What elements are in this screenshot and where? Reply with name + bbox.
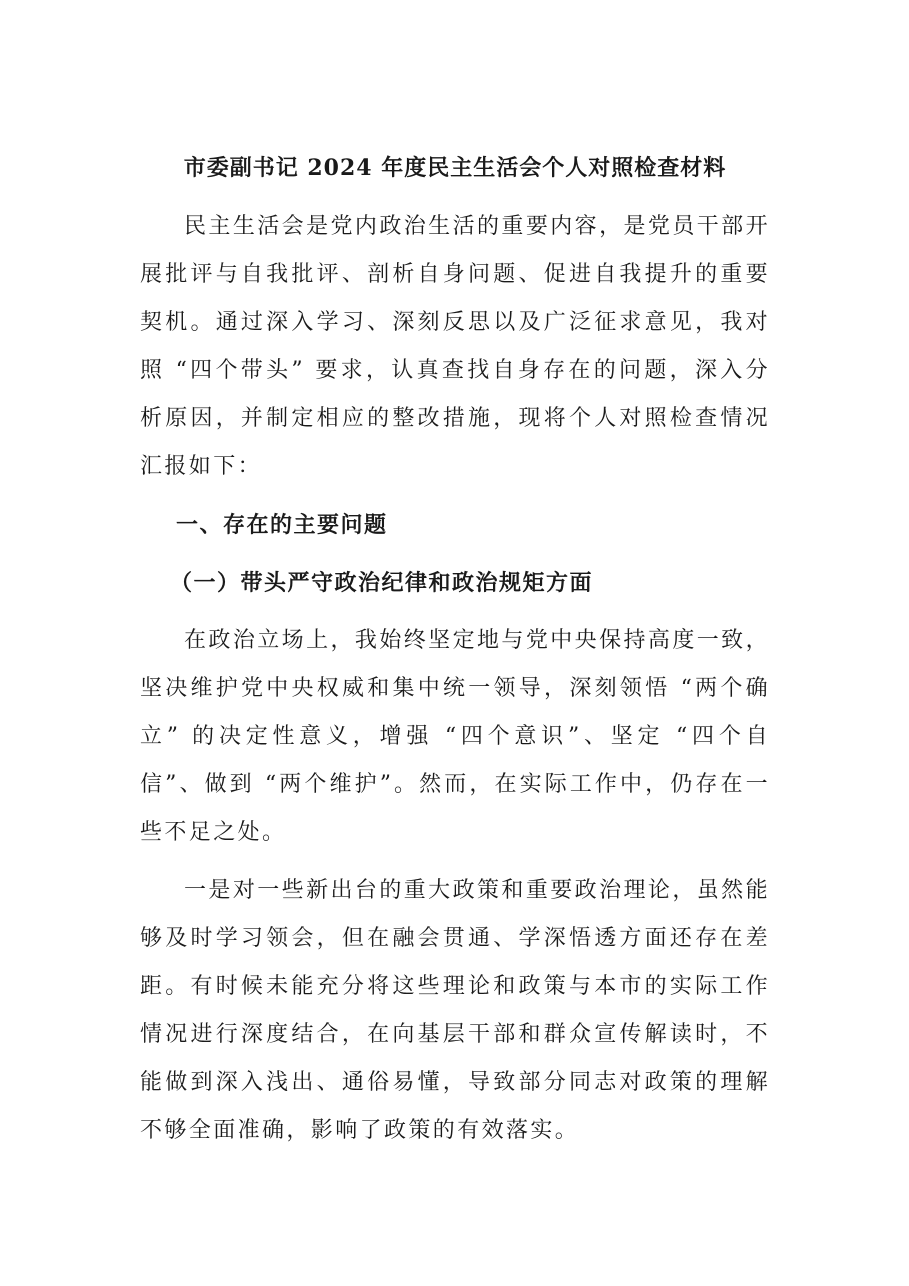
subsection-heading-political-discipline: （一）带头严守政治纪律和政治规矩方面 — [170, 570, 594, 596]
body-paragraph-political-stance: 在政治立场上，我始终坚定地与党中央保持高度一致，坚决维护党中央权威和集中统一领导，深刻领悟 “两个确立” 的决定性意义，增强 “四个意识”、坚定 “四个自信”、做到 “两个维护”。然而，在实际工作中，仍存在一些不足之处。 — [140, 628, 770, 845]
section-heading-main-problems: 一、存在的主要问题 — [176, 512, 388, 538]
body-paragraph-first-issue: 一是对一些新出台的重大政策和重要政治理论，虽然能够及时学习领会，但在融会贯通、学深悟透方面还存在差距。有时候未能充分将这些理论和政策与本市的实际工作情况进行深度结合，在向基层干部和群众宣传解读时，不能做到深入浅出、通俗易懂，导致部分同志对政策的理解不够全面准确，影响了政策的有效落实。 — [140, 878, 770, 1143]
intro-paragraph: 民主生活会是党内政治生活的重要内容，是党员干部开展批评与自我批评、剖析自身问题、促进自我提升的重要契机。通过深入学习、深刻反思以及广泛征求意见，我对照 “四个带头” 要求，认真查找自身存在的问题，深入分析原因，并制定相应的整改措施，现将个人对照检查情况汇报如下： — [140, 214, 770, 479]
document-title: 市委副书记 2024 年度民主生活会个人对照检查材料 — [183, 155, 727, 181]
